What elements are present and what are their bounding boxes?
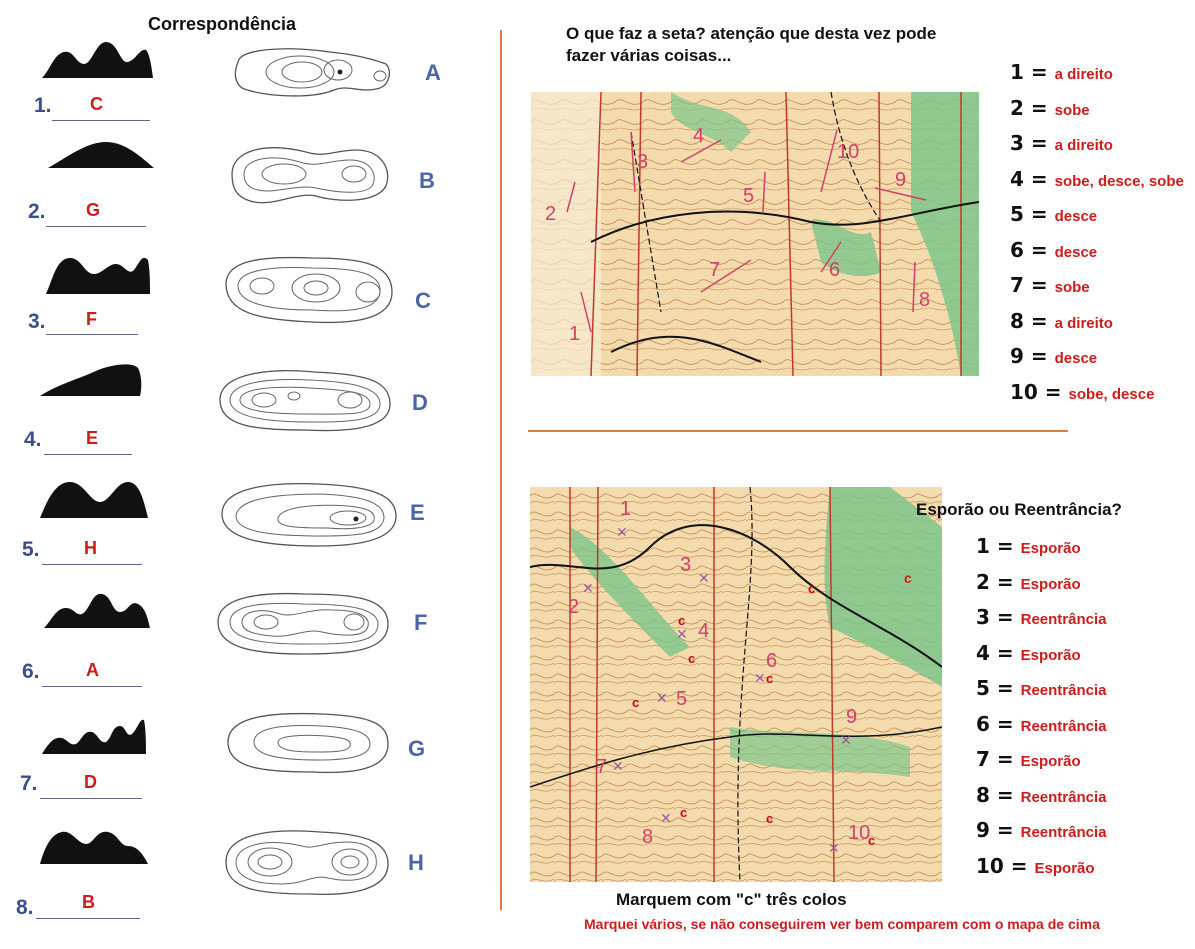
contour-map-icon: [222, 254, 397, 326]
map-label: 10: [848, 822, 871, 844]
map-letter: G: [408, 736, 426, 761]
answer-text: G: [86, 200, 101, 220]
answer-row: 3 = a direito: [1010, 131, 1113, 155]
answer-row: 8 = a direito: [1010, 308, 1113, 333]
row-number: 8.: [16, 896, 34, 919]
col-mark: c: [808, 581, 816, 596]
hill-profile-icon: [42, 590, 152, 630]
answer-text: E: [86, 428, 99, 448]
svg-text:✕: ✕: [616, 524, 628, 540]
answer-row: 3 = Reentrância: [976, 605, 1107, 629]
answer-row: 6 = Reentrância: [976, 711, 1107, 736]
answer-row: 8 = Reentrância: [976, 782, 1107, 807]
col-mark: c: [868, 833, 876, 848]
contour-map-icon: [226, 140, 396, 210]
hill-profile-icon: [38, 826, 150, 866]
map-label: 4: [698, 620, 710, 642]
map-label: 3: [680, 554, 692, 576]
svg-text:✕: ✕: [828, 840, 840, 856]
question-line-1: O que faz a seta? atenção que desta vez pode: [566, 24, 937, 43]
map-label: 8: [919, 289, 931, 311]
contour-map-icon: [230, 44, 395, 100]
answer-text: D: [84, 772, 97, 792]
col-mark: c: [766, 811, 774, 826]
row-number: 6.: [22, 660, 40, 683]
col-mark: c: [678, 613, 686, 628]
col-note: Marquei vários, se não conseguirem ver bem comparem com o mapa de cima: [584, 916, 1100, 932]
map-label: 6: [766, 650, 778, 672]
hill-profile-icon: [40, 716, 148, 756]
col-mark: c: [680, 805, 688, 820]
answer-row: 6 = desce: [1010, 237, 1098, 262]
map-label: 2: [568, 596, 580, 618]
spur-answers-list: [976, 534, 1176, 889]
contour-map-icon: [222, 708, 392, 778]
contour-map-icon: [214, 364, 394, 436]
map-letter: H: [408, 850, 424, 875]
map-letter: B: [419, 168, 435, 193]
answer-row: 9 = Reentrância: [976, 818, 1107, 842]
answer-line: [46, 334, 138, 335]
col-mark: c: [688, 651, 696, 666]
answer-row: 10 = sobe, desce: [1010, 379, 1155, 404]
svg-text:✕: ✕: [582, 580, 594, 596]
spur-question-title: Esporão ou Reentrância?: [916, 500, 1122, 519]
answer-row: 9 = desce: [1010, 344, 1098, 368]
answer-line: [42, 686, 142, 687]
answer-row: 5 = Reentrância: [976, 676, 1107, 700]
map-label: 1: [569, 323, 581, 345]
answer-row: 2 = sobe: [1010, 95, 1090, 120]
svg-text:✕: ✕: [612, 758, 624, 774]
map-letter: C: [415, 288, 431, 313]
answer-row: 4 = sobe, desce, sobe: [1010, 166, 1184, 191]
answer-row: 1 = Esporão: [976, 534, 1081, 558]
answer-line: [40, 798, 142, 799]
map-label: 2: [545, 203, 557, 225]
svg-text:✕: ✕: [656, 690, 668, 706]
correspondence-title: Correspondência: [148, 14, 297, 34]
answer-line: [36, 918, 140, 919]
row-number: 2.: [28, 200, 46, 223]
map-letter: E: [410, 500, 425, 525]
map-label: 9: [895, 169, 907, 191]
answer-line: [44, 454, 132, 455]
map-label: 5: [743, 185, 755, 207]
hill-profile-icon: [40, 40, 155, 80]
col-mark: c: [632, 695, 640, 710]
hill-profile-icon: [44, 252, 152, 296]
svg-text:✕: ✕: [676, 626, 688, 642]
row-number: 7.: [20, 772, 38, 795]
col-mark: c: [904, 570, 912, 586]
row-number: 3.: [28, 310, 46, 333]
answer-line: [42, 564, 142, 565]
map-label: 10: [837, 141, 860, 163]
answer-row: 2 = Esporão: [976, 569, 1081, 594]
answer-row: 5 = desce: [1010, 202, 1098, 226]
contour-map-icon: [214, 588, 392, 658]
horizontal-divider: [528, 430, 1068, 432]
answer-row: 7 = sobe: [1010, 273, 1090, 297]
map-label: 8: [642, 826, 654, 848]
row-number: 5.: [22, 538, 40, 561]
answer-row: 7 = Esporão: [976, 747, 1081, 771]
row-number: 1.: [34, 94, 52, 117]
answer-text: A: [86, 660, 99, 680]
svg-text:✕: ✕: [698, 570, 710, 586]
answer-text: B: [82, 892, 95, 912]
map-label: 7: [596, 756, 608, 778]
row-number: 4.: [24, 428, 42, 451]
orienteering-map-image: [530, 487, 942, 882]
map-label: 1: [620, 498, 632, 520]
hill-profile-icon: [46, 138, 156, 170]
col-caption: Marquem com "c" três colos: [616, 890, 847, 909]
map-label: 5: [676, 688, 688, 710]
svg-text:✕: ✕: [754, 670, 766, 686]
svg-text:✕: ✕: [840, 732, 852, 748]
arrow-answers-list: [1010, 60, 1195, 415]
contour-map-icon: [220, 824, 392, 900]
answer-text: F: [86, 309, 97, 329]
answer-row: 1 = a direito: [1010, 60, 1113, 84]
map-label: 9: [846, 706, 858, 728]
answer-line: [52, 120, 150, 121]
map-label: 6: [829, 259, 841, 281]
svg-text:✕: ✕: [660, 810, 672, 826]
answer-row: 10 = Esporão: [976, 853, 1095, 878]
map-label: 7: [709, 259, 721, 281]
map-letter: D: [412, 390, 428, 415]
answer-text: C: [90, 94, 103, 114]
orienteering-map-image: [531, 92, 979, 376]
col-mark: c: [766, 671, 774, 686]
map-letter: A: [425, 60, 441, 85]
map-label: 4: [693, 125, 705, 147]
map-letter: F: [414, 610, 428, 635]
answer-row: 4 = Esporão: [976, 640, 1081, 665]
contour-map-icon: [218, 478, 400, 550]
question-line-2: fazer várias coisas...: [566, 46, 732, 65]
vertical-divider: [500, 30, 502, 910]
answer-line: [46, 226, 146, 227]
hill-profile-icon: [38, 362, 142, 398]
map-label: 3: [637, 151, 649, 173]
hill-profile-icon: [38, 478, 150, 520]
answer-text: H: [84, 538, 97, 558]
